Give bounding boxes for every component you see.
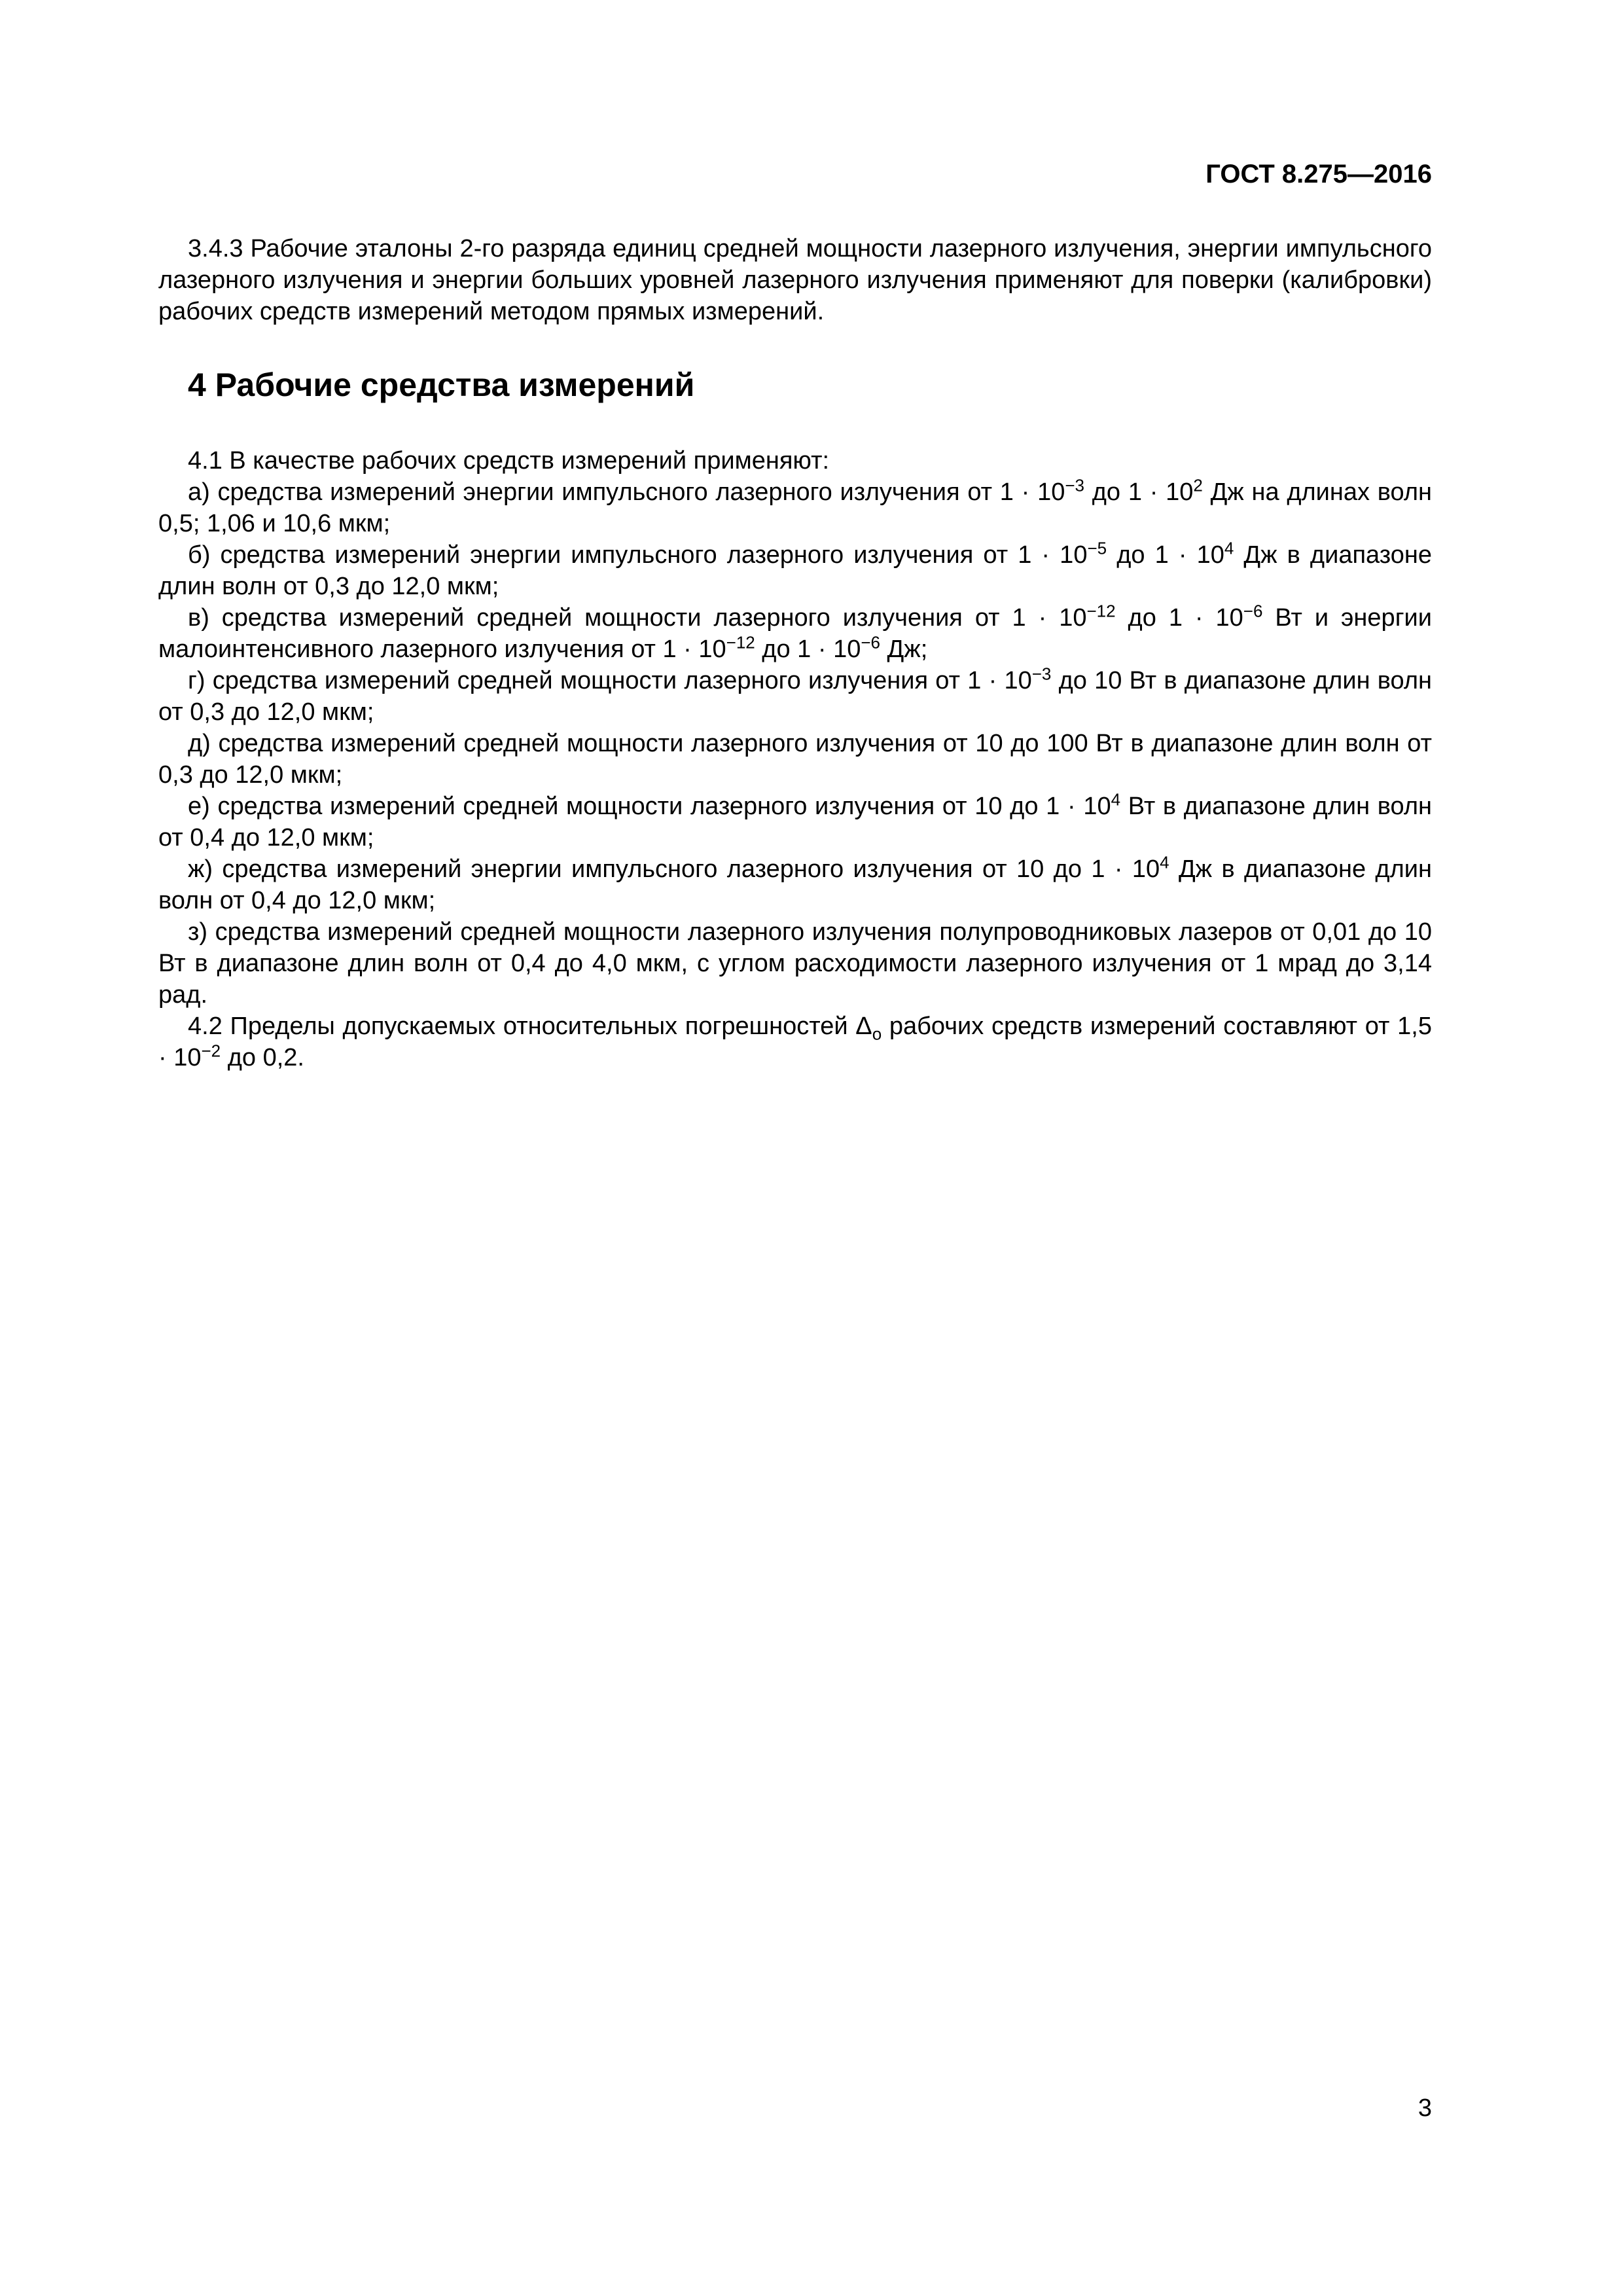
list-item-zh: ж) средства измерений энергии импульсного лазерного излучения от 10 до $1 \cdot 10^4$ Дж в диапазоне длин волн от 0,4 до 12,0 мкм;: [158, 852, 1432, 914]
section-4-heading: 4 Рабочие средства измерений: [188, 367, 695, 403]
list-item-d: д) средства измерений средней мощности лазерного излучения от 10 до 100 Вт в диапазоне длин волн от 0,3 до 12,0 мкм;: [158, 730, 1432, 789]
list-item-b: б) средства измерений энергии импульсного лазерного излучения от $1 \cdot 10^{-5}$ до $1 \cdot 10^4$ Дж в диапазоне длин волн от 0,3 до 12,0 мкм;: [158, 538, 1432, 600]
paragraph-4-2: 4.2 Пределы допускаемых относительных погрешностей $\Delta_o$ рабочих средств измерений составляют от $1,5 \cdot 10^{-2}$ до 0,2.: [158, 1013, 1433, 1071]
page-body: [158, 233, 1432, 1073]
list-item-a: а) средства измерений энергии импульсного лазерного излучения от $1 \cdot 10^{-3}$ до $1 \cdot 10^2$ Дж на длинах волн 0,5; 1,06 и 10,6 мкм;: [158, 475, 1432, 537]
paragraph-4-1: 4.1 В качестве рабочих средств измерений применяют:: [188, 447, 830, 475]
document-code: ГОСТ 8.275—2016: [1205, 160, 1432, 188]
paragraph-3-4-3: 3.4.3 Рабочие эталоны 2-го разряда единиц средней мощности лазерного излучения, энергии импульсного лазерного излучения и энергии больших уровней лазерного излучения применяют для поверки (калибровки) рабочих средств измерений методом прямых измерений.: [158, 235, 1432, 325]
list-item-g: г) средства измерений средней мощности лазерного излучения от $1 \cdot 10^{-3}$ до 10 Вт в диапазоне длин волн от 0,3 до 12,0 мкм;: [158, 664, 1432, 726]
list-item-z: з) средства измерений средней мощности лазерного излучения полупроводниковых лазеров от 0,01 до 10 Вт в диапазоне длин волн от 0,4 до 4,0 мкм, с углом расходимости лазерного излучения от 1 мрад до 3,14 рад.: [158, 918, 1432, 1009]
page-number: 3: [1418, 2094, 1432, 2122]
list-item-v: в) средства измерений средней мощности лазерного излучения от $1 \cdot 10^{-12}$ до $1 \cdot 10^{-6}$ Вт и энергии малоинтенсивного лазерного излучения от $1 \cdot 10^{-12}$ до $1 \cdot 10^{-6}$ Дж;: [158, 601, 1433, 663]
list-item-e: е) средства измерений средней мощности лазерного излучения от 10 до $1 \cdot 10^4$ Вт в диапазоне длин волн от 0,4 до 12,0 мкм;: [158, 789, 1432, 852]
